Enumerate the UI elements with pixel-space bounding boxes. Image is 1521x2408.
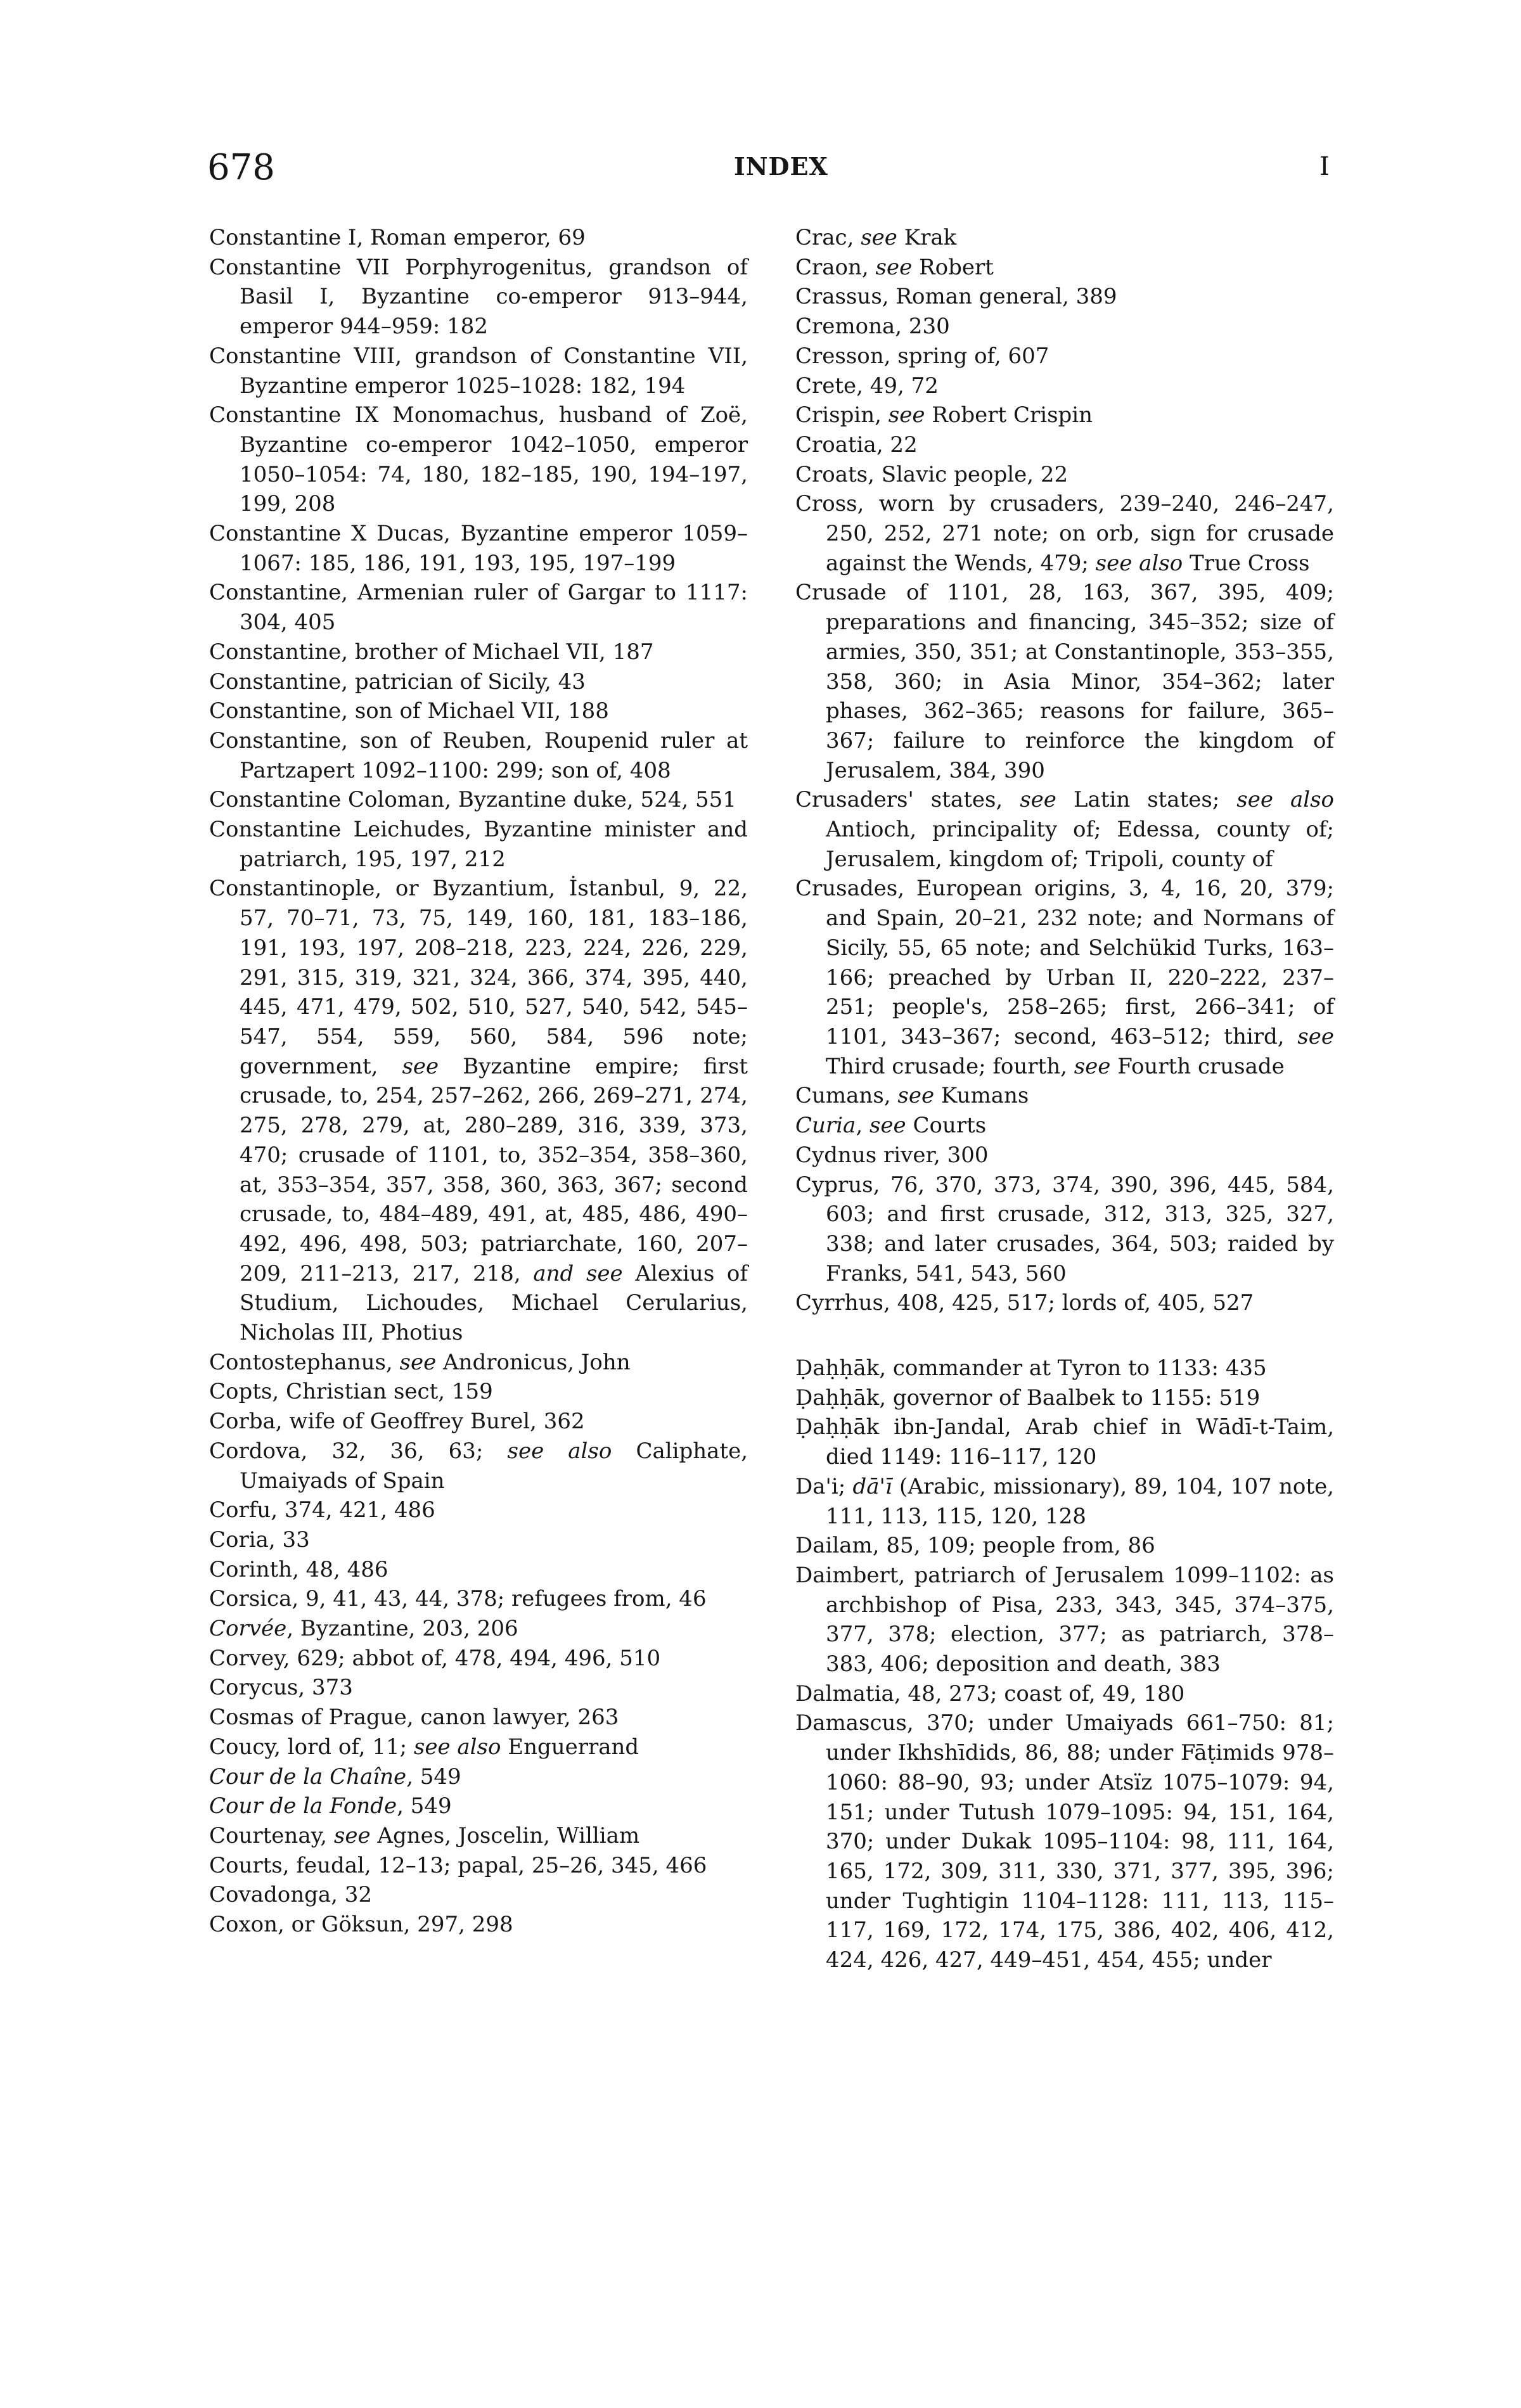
- letter-section-gap: [795, 1318, 1334, 1354]
- index-entry: Coria, 33: [209, 1527, 310, 1553]
- index-entry: Cyprus, 76, 370, 373, 374, 390, 396, 445, 584, 603; and first crusade, 312, 313, 325, 327, 338; and later crusades, 364, 503; raided by Franks, 541, 543, 560: [795, 1172, 1334, 1286]
- index-entry: Copts, Christian sect, 159: [209, 1379, 493, 1405]
- index-entry: Cordova, 32, 36, 63; see also Caliphate, Umaiyads of Spain: [209, 1438, 748, 1494]
- index-entry: Corba, wife of Geoffrey Burel, 362: [209, 1409, 585, 1435]
- index-entry: Corinth, 48, 486: [209, 1556, 388, 1582]
- index-letter: I: [1319, 152, 1330, 181]
- index-entry: Covadonga, 32: [209, 1882, 373, 1908]
- index-entry: Ḍaḥḥāk ibn-Jandal, Arab chief in Wādī-t-Taim, died 1149: 116–117, 120: [795, 1414, 1334, 1470]
- index-entry: Daimbert, patriarch of Jerusalem 1099–1102: as archbishop of Pisa, 233, 343, 345, 374–375, 377, 378; election, 377; as patriarch, 378–383, 406; deposition and death, 383: [795, 1562, 1334, 1677]
- index-entry: Crac, see Krak: [795, 225, 957, 250]
- index-entry: Corfu, 374, 421, 486: [209, 1497, 435, 1523]
- index-entry: Courtenay, see Agnes, Joscelin, William: [209, 1822, 640, 1848]
- index-entry: Crassus, Roman general, 389: [795, 284, 1117, 310]
- index-entry: Ḍaḥḥāk, governor of Baalbek to 1155: 519: [795, 1385, 1261, 1411]
- index-entry: Cour de la Chaîne, 549: [209, 1764, 461, 1790]
- index-entry: Constantine, son of Reuben, Roupenid ruler at Partzapert 1092–1100: 299; son of, 408: [209, 727, 748, 783]
- index-entry: Dailam, 85, 109; people from, 86: [795, 1533, 1155, 1559]
- index-entry: Constantine Leichudes, Byzantine minister and patriarch, 195, 197, 212: [209, 817, 748, 872]
- index-entry: Constantine IX Monomachus, husband of Zoë, Byzantine co-emperor 1042–1050, emperor 1050–1054: 74, 180, 182–185, 190, 194–197, 199, 208: [209, 402, 748, 517]
- index-entry: Constantine VII Porphyrogenitus, grandson of Basil I, Byzantine co-emperor 913–944, emperor 944–959: 182: [209, 254, 748, 340]
- index-entry: Cumans, see Kumans: [795, 1083, 1029, 1109]
- index-entry: Constantinople, or Byzantium, İstanbul, 9, 22, 57, 70–71, 73, 75, 149, 160, 181, 183–186, 191, 193, 197, 208–218, 223, 224, 226, 229, 291, 315, 319, 321, 324, 366, 374, 395, 440, 445, 471, 479, 502, 510, 527, 540, 542, 545–547, 554, 559, 560, 584, 596 note; government, see Byzantine empire; first crusade, to, 254, 257–262, 266, 269–271, 274, 275, 278, 279, at, 280–289, 316, 339, 373, 470; crusade of 1101, to, 352–354, 358–360, at, 353–354, 357, 358, 360, 363, 367; second crusade, to, 484–489, 491, at, 485, 486, 490–492, 496, 498, 503; patriarchate, 160, 207–209, 211–213, 217, 218, and see Alexius of Studium, Lichoudes, Michael Cerularius, Nicholas III, Photius: [209, 876, 748, 1346]
- index-entry: Curia, see Courts: [795, 1113, 987, 1139]
- index-entry: Crusaders' states, see Latin states; see also Antioch, principality of; Edessa, county of; Jerusalem, kingdom of; Tripoli, county of: [795, 787, 1335, 872]
- index-entry: Cosmas of Prague, canon lawyer, 263: [209, 1705, 619, 1731]
- index-entry: Cross, worn by crusaders, 239–240, 246–247, 250, 252, 271 note; on orb, sign for crusade against the Wends, 479; see also True Cross: [795, 491, 1334, 576]
- index-entry: Corvée, Byzantine, 203, 206: [209, 1616, 518, 1642]
- index-entry: Damascus, 370; under Umaiyads 661–750: 81; under Ikhshīdids, 86, 88; under Fāṭimids 978–1060: 88–90, 93; under Atsïz 1075–1079: 94, 151; under Tutush 1079–1095: 94, 151, 164, 370; under Dukak 1095–1104: 98, 111, 164, 165, 172, 309, 311, 330, 371, 377, 395, 396; under Tughtigin 1104–1128: 111, 113, 115–117, 169, 172, 174, 175, 386, 402, 406, 412, 424, 426, 427, 449–451, 454, 455; under: [795, 1710, 1334, 1973]
- page-number: 678: [207, 147, 275, 188]
- index-entry: Constantine VIII, grandson of Constantine VII, Byzantine emperor 1025–1028: 182, 194: [209, 343, 748, 399]
- index-entry: Constantine, patrician of Sicily, 43: [209, 669, 586, 695]
- index-entry: Dalmatia, 48, 273; coast of, 49, 180: [795, 1681, 1185, 1707]
- index-entry: Crete, 49, 72: [795, 373, 939, 399]
- index-entry: Cresson, spring of, 607: [795, 343, 1049, 369]
- index-entry: Craon, see Robert: [795, 254, 994, 280]
- index-entry: Corvey, 629; abbot of, 478, 494, 496, 510: [209, 1645, 661, 1671]
- index-entry: Ḍaḥḥāk, commander at Tyron to 1133: 435: [795, 1355, 1267, 1381]
- index-entry: Crispin, see Robert Crispin: [795, 402, 1093, 428]
- index-entry: Constantine, brother of Michael VII, 187: [209, 639, 654, 665]
- running-head: INDEX: [734, 152, 828, 181]
- right-column: [795, 223, 1334, 1975]
- index-entry: Croatia, 22: [795, 432, 918, 458]
- index-entry: Cydnus river, 300: [795, 1142, 989, 1168]
- index-entry: Corycus, 373: [209, 1675, 353, 1701]
- index-entry: Cour de la Fonde, 549: [209, 1793, 452, 1819]
- index-entry: Coucy, lord of, 11; see also Enguerrand: [209, 1734, 639, 1760]
- index-entry: Constantine, Armenian ruler of Gargar to 1117: 304, 405: [209, 580, 748, 636]
- index-entry: Constantine X Ducas, Byzantine emperor 1059–1067: 185, 186, 191, 193, 195, 197–199: [209, 521, 748, 576]
- index-entry: Constantine, son of Michael VII, 188: [209, 698, 609, 724]
- index-entry: Crusade of 1101, 28, 163, 367, 395, 409; preparations and financing, 345–352; size of armies, 350, 351; at Constantinople, 353–355, 358, 360; in Asia Minor, 354–362; later phases, 362–365; reasons for failure, 365–367; failure to reinforce the kingdom of Jerusalem, 384, 390: [795, 580, 1334, 783]
- index-entry: Constantine I, Roman emperor, 69: [209, 225, 586, 250]
- index-entry: Cyrrhus, 408, 425, 517; lords of, 405, 527: [795, 1290, 1254, 1316]
- index-entry: Coxon, or Göksun, 297, 298: [209, 1912, 513, 1938]
- left-column: [209, 223, 748, 1940]
- index-entry: Crusades, European origins, 3, 4, 16, 20, 379; and Spain, 20–21, 232 note; and Normans of Sicily, 55, 65 note; and Selchükid Turks, 163–166; preached by Urban II, 220–222, 237–251; people's, 258–265; first, 266–341; of 1101, 343–367; second, 463–512; third, see Third crusade; fourth, see Fourth crusade: [795, 876, 1334, 1079]
- index-entry: Constantine Coloman, Byzantine duke, 524, 551: [209, 787, 736, 813]
- index-entry: Corsica, 9, 41, 43, 44, 378; refugees from, 46: [209, 1586, 707, 1612]
- index-entry: Croats, Slavic people, 22: [795, 461, 1069, 487]
- index-entry: Cremona, 230: [795, 314, 950, 340]
- index-entry: Contostephanus, see Andronicus, John: [209, 1349, 631, 1375]
- index-entry: Da'i; dā'ī (Arabic, missionary), 89, 104, 107 note, 111, 113, 115, 120, 128: [795, 1473, 1334, 1529]
- index-entry: Courts, feudal, 12–13; papal, 25–26, 345, 466: [209, 1852, 707, 1878]
